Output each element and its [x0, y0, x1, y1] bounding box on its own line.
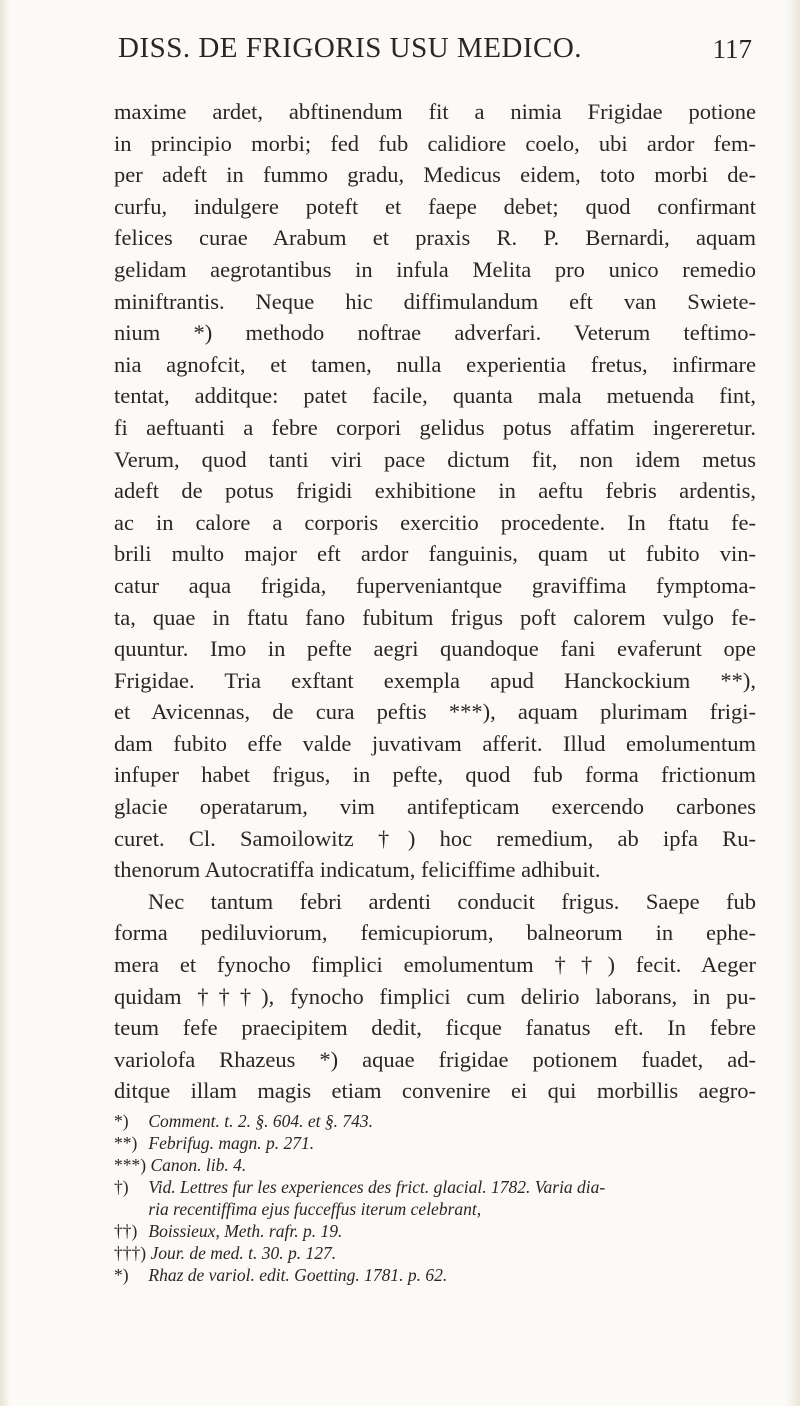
- text-line: curfu, indulgere poteft et faepe debet; quod confirmant: [114, 193, 756, 219]
- text-line: nium *) methodo noftrae adverfari. Veterum teftimo-: [114, 320, 756, 346]
- footnote: [114, 1264, 760, 1286]
- footnote-marker: ††): [114, 1221, 138, 1241]
- text-line: Frigidae. Tria exftant exempla apud Hanckockium **),: [114, 667, 756, 693]
- footnote-marker: ***): [114, 1155, 147, 1175]
- page-header: [118, 32, 758, 68]
- footnote-marker: **): [114, 1133, 138, 1153]
- text-line: fi aeftuanti a febre corpori gelidus potus affatim ingereretur.: [114, 414, 756, 440]
- footnote: [114, 1220, 760, 1242]
- main-text: [114, 96, 756, 1107]
- text-line: forma pediluviorum, femicupiorum, balneorum in ephe-: [114, 920, 756, 946]
- text-line: in principio morbi; fed fub calidiore coelo, ubi ardor fem-: [114, 130, 756, 156]
- footnote-text: Canon. lib. 4.: [150, 1155, 247, 1175]
- text-line: glacie operatarum, vim antifepticam exercendo carbones: [114, 794, 756, 820]
- footnote-marker: *): [114, 1265, 129, 1285]
- text-line: maxime ardet, abftinendum fit a nimia Frigidae potione: [114, 99, 756, 124]
- text-line: catur aqua frigida, fuperveniantque graviffima fymptoma-: [114, 572, 756, 598]
- text-line: per adeft in fummo gradu, Medicus eidem, toto morbi de-: [114, 162, 756, 188]
- text-line: Nec tantum febri ardenti conducit frigus. Saepe fub: [148, 888, 756, 914]
- footnote-text: Febrifug. magn. p. 271.: [148, 1133, 315, 1153]
- footnote-text: ria recentiffima ejus fucceffus iterum celebrant,: [148, 1199, 482, 1219]
- text-line: ta, quae in ftatu fano fubitum frigus poft calorem vulgo fe-: [114, 604, 756, 630]
- text-line: dam fubito effe valde juvativam afferit. Illud emolumentum: [114, 730, 756, 756]
- page-edge-shadow: [786, 0, 800, 1406]
- text-line: tentat, additque: patet facile, quanta mala metuenda fint,: [114, 383, 756, 409]
- text-line: nia agnofcit, et tamen, nulla experientia fretus, infirmare: [114, 351, 756, 377]
- text-line: ditque illam magis etiam convenire ei qui morbillis aegro-: [114, 1078, 756, 1104]
- page-number: 117: [712, 34, 752, 64]
- page-gutter-shadow: [0, 0, 10, 1406]
- footnote-text: Rhaz de variol. edit. Goetting. 1781. p. 62.: [148, 1265, 448, 1285]
- footnotes: [114, 1110, 760, 1286]
- footnote: [114, 1198, 760, 1220]
- text-line: ac in calore a corporis exercitio procedente. In ftatu fe-: [114, 509, 756, 535]
- text-line: miniftrantis. Neque hic diffimulandum eft van Swiete-: [114, 288, 756, 314]
- text-line: mera et fynocho fimplici emolumentum ††) fecit. Aeger: [114, 952, 756, 978]
- text-line: adeft de potus frigidi exhibitione in aeftu febris ardentis,: [114, 478, 756, 504]
- footnote-marker: †): [114, 1177, 129, 1197]
- text-line: et Avicennas, de cura peftis ***), aquam plurimam frigi-: [114, 699, 756, 725]
- text-line: infuper habet frigus, in pefte, quod fub forma frictionum: [114, 762, 756, 788]
- footnote-text: Boissieux, Meth. rafr. p. 19.: [148, 1221, 343, 1241]
- text-line: variolofa Rhazeus *) aquae frigidae potionem fuadet, ad-: [114, 1046, 756, 1072]
- footnote-text: Comment. t. 2. §. 604. et §. 743.: [148, 1111, 373, 1131]
- text-line: Verum, quod tanti viri pace dictum fit, non idem metus: [114, 446, 756, 472]
- text-line: felices curae Arabum et praxis R. P. Bernardi, aquam: [114, 225, 756, 251]
- text-line: quuntur. Imo in pefte aegri quandoque fani evaferunt ope: [114, 636, 756, 662]
- footnote: [114, 1242, 760, 1264]
- footnote-text: Jour. de med. t. 30. p. 127.: [150, 1243, 337, 1263]
- footnote: [114, 1132, 760, 1154]
- text-line: brili multo major eft ardor fanguinis, quam ut fubito vin-: [114, 541, 756, 567]
- text-line: curet. Cl. Samoilowitz †) hoc remedium, ab ipfa Ru-: [114, 825, 756, 851]
- text-line: thenorum Autocratiffa indicatum, feliciffime adhibuit.: [114, 857, 601, 883]
- footnote: [114, 1110, 760, 1132]
- footnote-marker: †††): [114, 1243, 147, 1263]
- footnote-marker: *): [114, 1111, 129, 1131]
- footnote-text: Vid. Lettres fur les experiences des frict. glacial. 1782. Varia dia-: [148, 1177, 606, 1197]
- footnote: [114, 1154, 760, 1176]
- footnote: [114, 1176, 760, 1198]
- text-line: gelidam aegrotantibus in infula Melita pro unico remedio: [114, 256, 756, 282]
- text-line: quidam †††), fynocho fimplici cum delirio laborans, in pu-: [114, 983, 756, 1009]
- text-line: teum fefe praecipitem dedit, ficque fanatus eft. In febre: [114, 1015, 756, 1041]
- running-head: DISS. DE FRIGORIS USU MEDICO.: [118, 32, 583, 64]
